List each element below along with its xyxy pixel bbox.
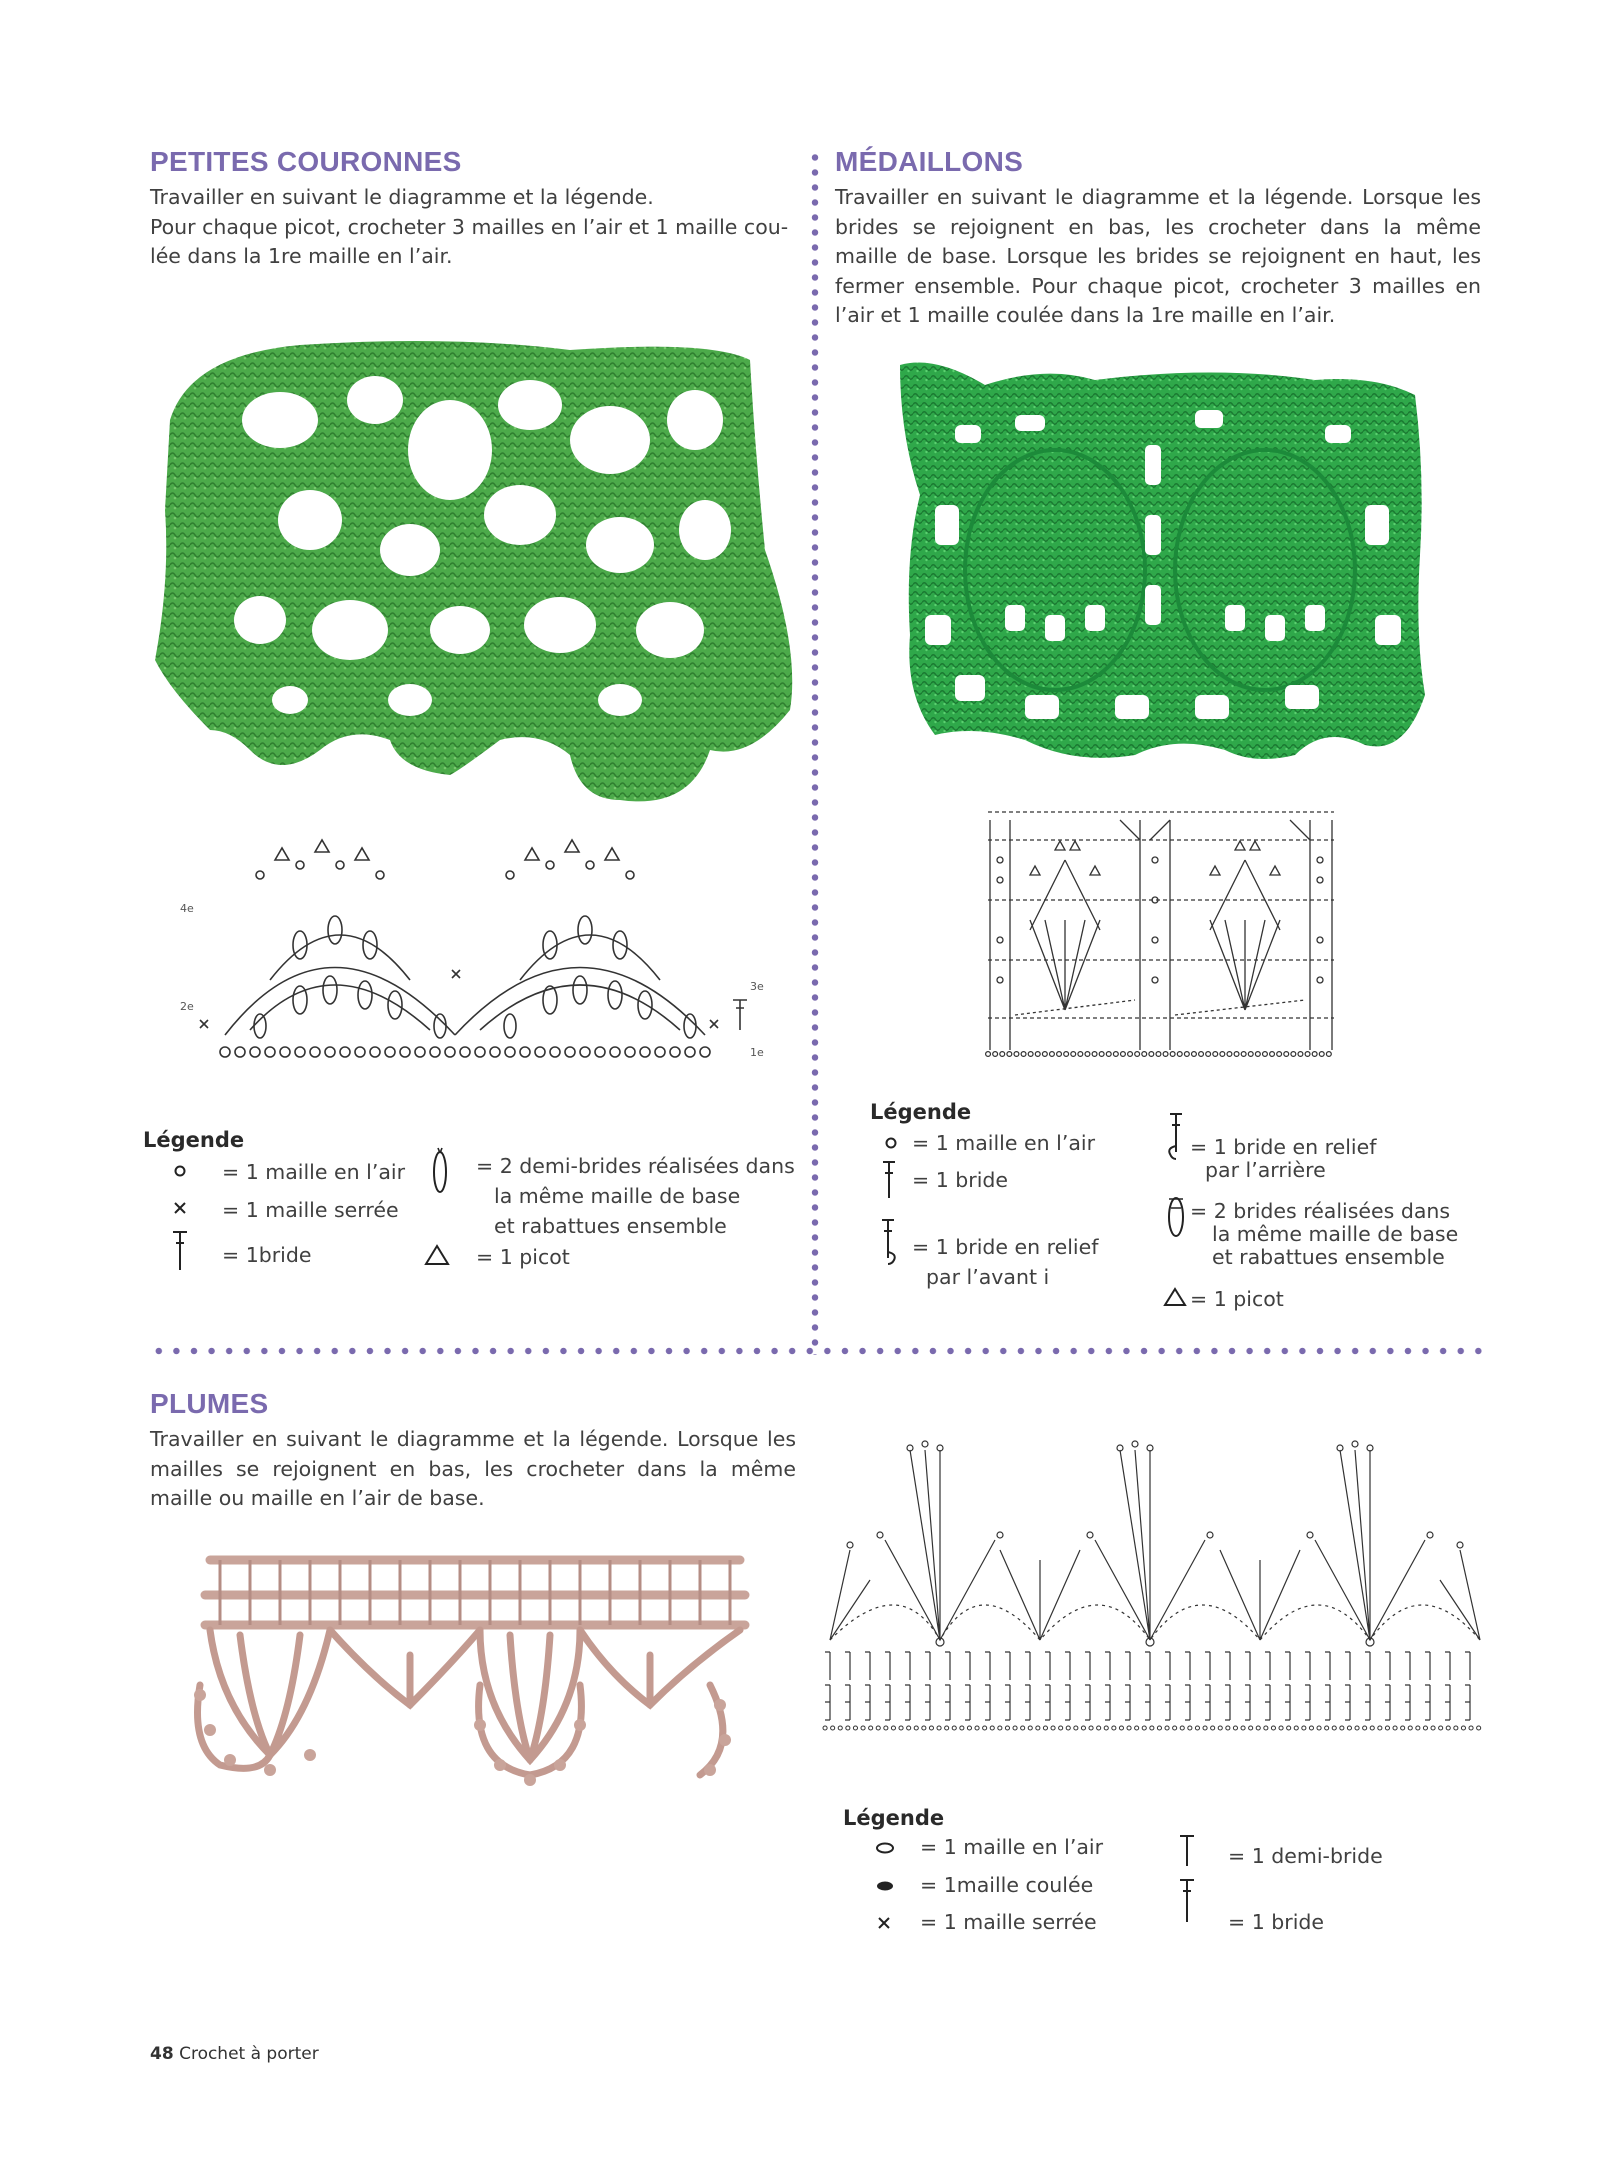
plumes-chart <box>810 1430 1500 1750</box>
legend-item: la même maille de base <box>494 1184 741 1208</box>
section-title-petites-couronnes: PETITES COURONNES <box>150 146 462 177</box>
legend-item: = 1 maille en l’air <box>920 1835 1104 1859</box>
legend-item: = 1 bride <box>1228 1910 1325 1934</box>
section-text-plumes: Travailler en suivant le diagramme et la légende. Lorsque les mailles se rejoignent en bas, les crocheter dans la même maille ou maille en l’air de base. <box>150 1427 796 1510</box>
legend-item: = 1 maille serrée <box>222 1198 399 1222</box>
legend-item: = 1 picot <box>1190 1287 1284 1311</box>
text-line: lée dans la 1re maille en l’air. <box>150 244 453 268</box>
section-title-medaillons: MÉDAILLONS <box>835 146 1024 177</box>
cluster-stitch-icon <box>430 1145 450 1195</box>
chain-stitch-icon <box>173 1164 187 1178</box>
legend-item: = 1 demi-bride <box>1228 1844 1383 1868</box>
text-line: Pour chaque picot, crocheter 3 mailles en l’air et 1 maille cou- <box>150 214 789 239</box>
section-text-medaillons: Travailler en suivant le diagramme et la légende. Lorsque les brides se rejoignent en bas, les crocheter dans la même maille de base. Lorsque les brides se rejoignent en haut, les fermer ensemble. Pour chaque picot, crocheter 3 mailles en l’air et 1 maille coulée dans la 1re maille en l’air. <box>835 185 1481 327</box>
chain-stitch-icon <box>874 1841 896 1855</box>
chain-stitch-icon <box>884 1136 898 1150</box>
row-label: 3e <box>750 980 764 993</box>
half-double-crochet-icon <box>1178 1834 1196 1868</box>
single-crochet-icon <box>877 1916 891 1930</box>
petites-couronnes-chart <box>180 830 770 1070</box>
section-title-plumes: PLUMES <box>150 1388 269 1419</box>
slip-stitch-icon <box>874 1879 896 1893</box>
legend-item: = 1 bride <box>912 1168 1009 1192</box>
medaillons-chart <box>970 800 1350 1062</box>
magazine-title: Crochet à porter <box>179 2044 319 2064</box>
legend-item: = 1bride <box>222 1243 312 1267</box>
legend-title-petites: Légende <box>143 1128 245 1152</box>
dc-cluster-icon <box>1165 1190 1187 1238</box>
vertical-dotted-divider <box>811 150 819 1355</box>
picot-icon <box>1163 1286 1187 1308</box>
row-label: 2e <box>180 1000 194 1013</box>
horizontal-dotted-divider <box>150 1347 1490 1355</box>
row-label: 1e <box>750 1046 764 1059</box>
page-footer <box>150 2044 319 2064</box>
legend-title-plumes: Légende <box>843 1806 945 1830</box>
double-crochet-icon <box>1178 1878 1196 1924</box>
section-text-petites-couronnes <box>150 183 800 272</box>
text-line: Travailler en suivant le diagramme et la légende. <box>150 185 654 209</box>
picot-icon <box>424 1243 450 1267</box>
legend-item: la même maille de base <box>1212 1222 1459 1246</box>
legend-item: par l’avant i <box>926 1265 1050 1289</box>
legend-item: et rabattues ensemble <box>1212 1245 1445 1269</box>
legend-title-medaillons: Légende <box>870 1100 972 1124</box>
legend-item: = 1 maille en l’air <box>222 1160 406 1184</box>
double-crochet-icon <box>171 1230 189 1272</box>
legend-item: = 1 bride en relief <box>912 1235 1099 1259</box>
legend-item: et rabattues ensemble <box>494 1214 727 1238</box>
pink-feather-edging-swatch-photo <box>180 1545 760 1790</box>
legend-item: = 1 picot <box>476 1245 570 1269</box>
back-post-dc-icon <box>1164 1112 1186 1164</box>
green-lace-crown-swatch-photo <box>150 330 800 810</box>
legend-item: par l’arrière <box>1205 1158 1326 1182</box>
legend-item: = 1 maille en l’air <box>912 1131 1096 1155</box>
front-post-dc-icon <box>880 1218 902 1268</box>
legend-item: = 2 brides réalisées dans <box>1190 1199 1451 1223</box>
row-label: 4e <box>180 902 194 915</box>
legend-item: = 1 maille serrée <box>920 1910 1097 1934</box>
double-crochet-icon <box>881 1160 897 1200</box>
legend-item: = 1 bride en relief <box>1190 1135 1377 1159</box>
single-crochet-icon <box>173 1201 187 1215</box>
green-medallion-swatch-photo <box>895 355 1430 765</box>
legend-item: = 1maille coulée <box>920 1873 1094 1897</box>
page-number: 48 <box>150 2044 174 2064</box>
legend-item: = 2 demi-brides réalisées dans <box>476 1154 795 1178</box>
